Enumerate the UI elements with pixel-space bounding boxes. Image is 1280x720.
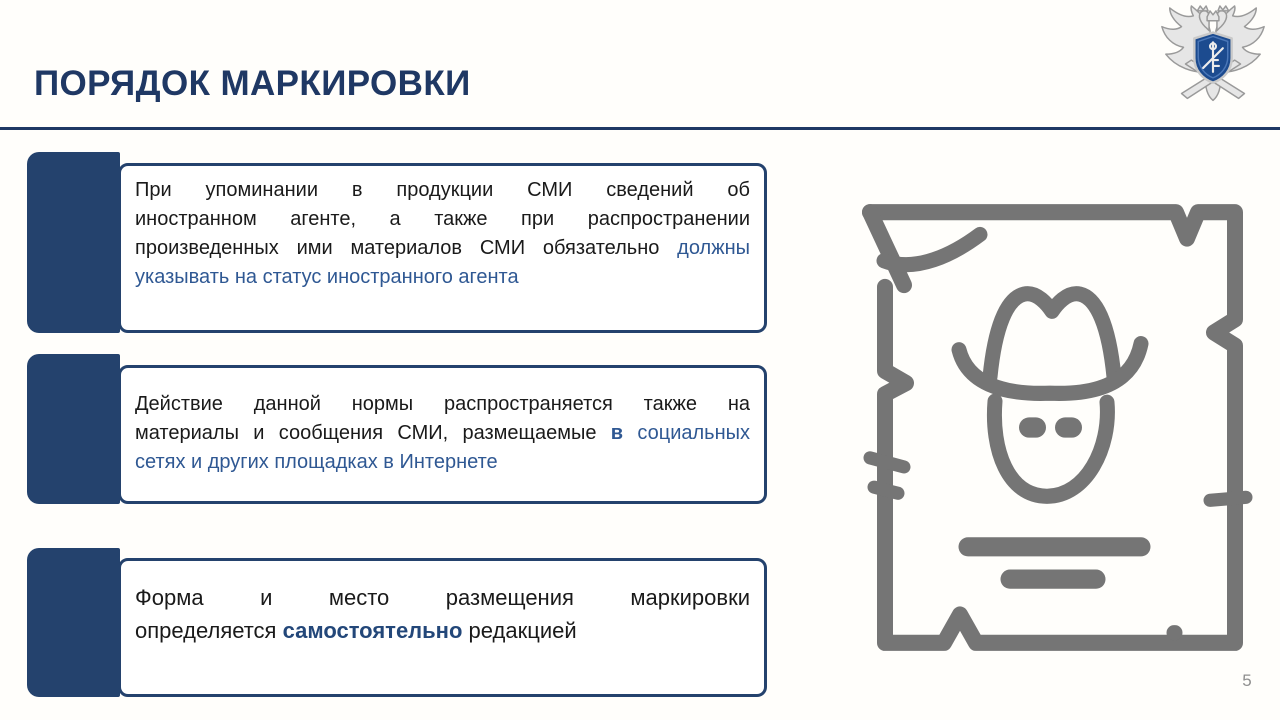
text-line: Форма и место размещения маркировки [135,585,750,610]
rule-card-2-accent-tab [27,354,120,504]
text-line: указывать на статус иностранного агента [135,266,519,288]
rule-card-1-text [121,166,764,292]
text-line: материалы и сообщения СМИ, размещаемые в социальных [135,422,751,444]
rule-card-1 [23,152,767,333]
eagle-emblem-icon [1154,5,1272,123]
rule-card-1-panel [118,163,767,333]
text-line: При упоминании в продукции СМИ сведений об [135,179,750,201]
page-title: ПОРЯДОК МАРКИРОВКИ [34,64,471,103]
text-line: иностранном агенте, а также при распространении [135,208,750,230]
page-number: 5 [1242,671,1252,690]
rule-card-3-accent-tab [27,548,120,697]
rule-card-2-panel [118,365,767,504]
text-line: Действие данной нормы распространяется также на [135,393,750,415]
text-line: определяется самостоятельно редакцией [135,618,577,643]
text-line: сетях и других площадках в Интернете [135,451,498,473]
rule-card-2-text [121,368,764,477]
rule-card-1-accent-tab [27,152,120,333]
header-divider [0,127,1280,130]
rule-card-3-panel [118,558,767,697]
rule-card-3-text [121,561,764,647]
spy-wanted-poster-icon [858,192,1258,657]
rule-card-3 [23,548,767,697]
text-line: произведенных ими материалов СМИ обязательно должны [135,237,750,259]
rule-card-2 [23,354,767,504]
